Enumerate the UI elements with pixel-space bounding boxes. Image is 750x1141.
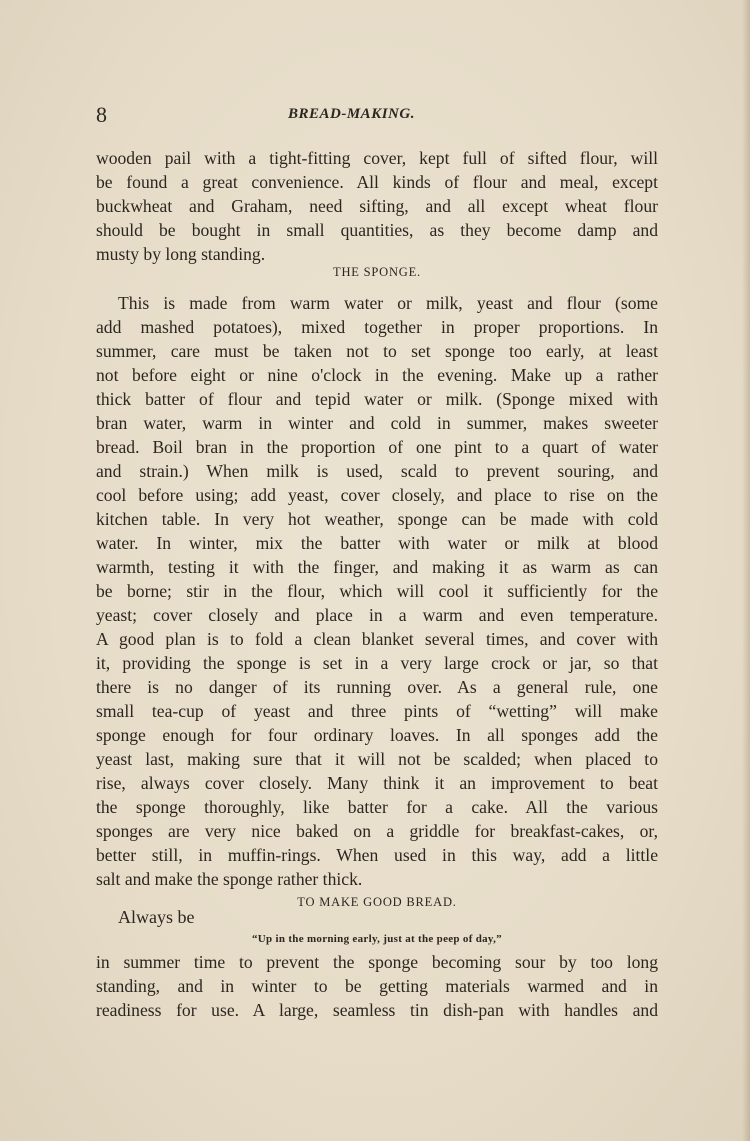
page-header [96, 102, 658, 128]
text-line: and strain.) When milk is used, scald to prevent souring, and [96, 461, 658, 481]
running-head: BREAD-MAKING. [288, 106, 415, 122]
text-line: be found a great convenience. All kinds of flour and meal, except [96, 172, 658, 192]
text-line: small tea-cup of yeast and three pints of “wetting” will make [96, 701, 658, 721]
text-line: wooden pail with a tight-fitting cover, kept full of sifted flour, will [96, 148, 658, 168]
text-line: This is made from warm water or milk, yeast and flour (some [118, 293, 658, 313]
text-line: salt and make the sponge rather thick. [96, 869, 363, 889]
text-line: musty by long standing. [96, 244, 266, 264]
text-line: rise, always cover closely. Many think it an improvement to beat [96, 773, 658, 793]
text-line: thick batter of flour and tepid water or milk. (Sponge mixed with [96, 389, 658, 409]
text-line: yeast; cover closely and place in a warm and even temperature. [96, 605, 658, 625]
text-line: bran water, warm in winter and cold in summer, makes sweeter [96, 413, 658, 433]
text-line: buckwheat and Graham, need sifting, and all except wheat flour [96, 196, 658, 216]
text-line: there is no danger of its running over. As a general rule, one [96, 677, 658, 697]
text-line: in summer time to prevent the sponge becoming sour by too long [96, 952, 658, 972]
text-line: warmth, testing it with the finger, and making it as warm as can [96, 557, 658, 577]
text-line: sponges are very nice baked on a griddle for breakfast-cakes, or, [96, 821, 658, 841]
page-number: 8 [96, 102, 107, 127]
text-line: kitchen table. In very hot weather, sponge can be made with cold [96, 509, 658, 529]
text-line: readiness for use. A large, seamless tin dish-pan with handles and [96, 1000, 658, 1020]
section-heading-bread: TO MAKE GOOD BREAD. [297, 895, 457, 909]
verse-quote: “Up in the morning early, just at the peep of day,” [252, 933, 502, 945]
text-line: water. In winter, mix the batter with water or milk at blood [96, 533, 658, 553]
text-line: yeast last, making sure that it will not be scalded; when placed to [96, 749, 658, 769]
text-line: bread. Boil bran in the proportion of one pint to a quart of water [96, 437, 658, 457]
text-line: sponge enough for four ordinary loaves. In all sponges add the [96, 725, 658, 745]
text-line: be borne; stir in the flour, which will cool it sufficiently for the [96, 581, 658, 601]
text-line: better still, in muffin-rings. When used in this way, add a little [96, 845, 658, 865]
text-line: A good plan is to fold a clean blanket several times, and cover with [96, 629, 658, 649]
text-line: standing, and in winter to be getting materials warmed and in [96, 976, 658, 996]
text-line: should be bought in small quantities, as they become damp and [96, 220, 658, 240]
page-edge-shadow [742, 0, 750, 1141]
text-line: not before eight or nine o'clock in the evening. Make up a rather [96, 365, 658, 385]
text-line: summer, care must be taken not to set sponge too early, at least [96, 341, 658, 361]
text-line: cool before using; add yeast, cover closely, and place to rise on the [96, 485, 658, 505]
text-line: it, providing the sponge is set in a very large crock or jar, so that [96, 653, 658, 673]
section-heading-sponge: THE SPONGE. [333, 265, 421, 279]
text-always-be: Always be [118, 907, 195, 927]
text-line: the sponge thoroughly, like batter for a cake. All the various [96, 797, 658, 817]
text-line: add mashed potatoes), mixed together in proper proportions. In [96, 317, 658, 337]
